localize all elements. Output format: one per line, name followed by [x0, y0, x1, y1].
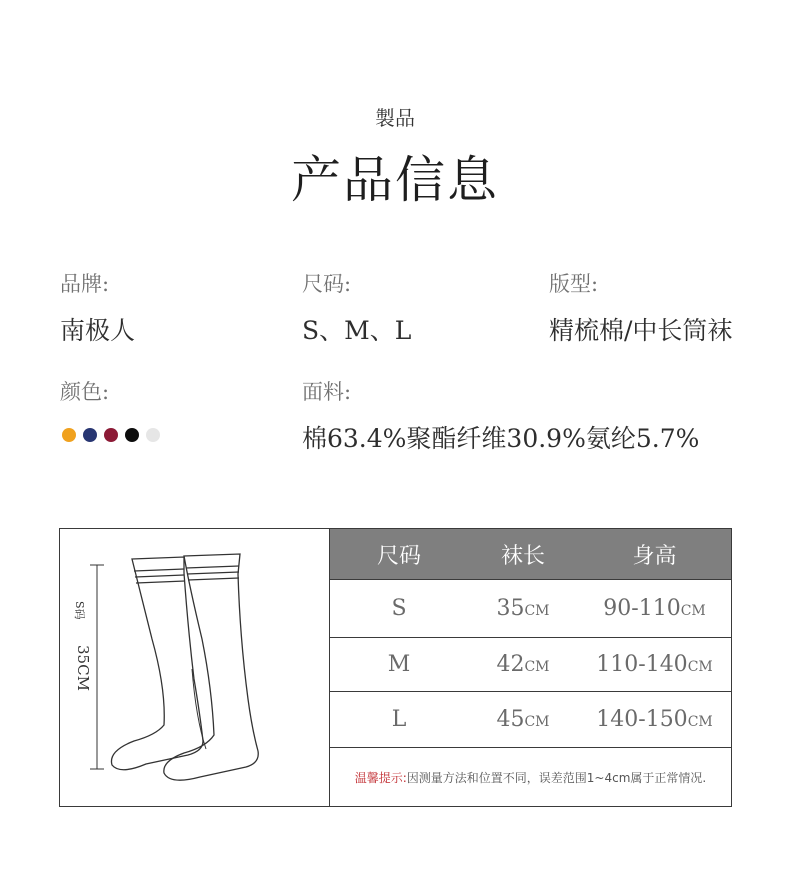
- color-swatch: [125, 428, 139, 442]
- row-size: L: [391, 707, 407, 732]
- color-swatch: [104, 428, 118, 442]
- sock-drawing: [60, 529, 330, 806]
- size-table: [59, 528, 732, 807]
- header-size: 尺码: [376, 543, 421, 569]
- material-label: 面料:: [302, 380, 352, 404]
- length-label: 35CM: [74, 645, 92, 691]
- table-row: [330, 579, 731, 637]
- row-height: 90-110CM: [603, 596, 706, 621]
- row-height: 110-140CM: [596, 652, 713, 677]
- color-swatch: [83, 428, 97, 442]
- size-grid: [330, 529, 731, 806]
- style-label: 版型:: [549, 272, 599, 296]
- row-size: S: [391, 596, 407, 621]
- row-size: M: [387, 652, 411, 677]
- color-swatches: [62, 428, 160, 442]
- table-row: [330, 691, 731, 747]
- row-length: 45CM: [496, 707, 550, 732]
- color-label: 颜色:: [60, 380, 110, 404]
- material-value: 棉63.4%聚酯纤维30.9%氨纶5.7%: [302, 424, 700, 453]
- table-header: [330, 529, 731, 579]
- color-swatch: [62, 428, 76, 442]
- page-title: 产品信息: [291, 151, 499, 209]
- row-height: 140-150CM: [596, 707, 713, 732]
- row-length: 35CM: [496, 596, 550, 621]
- brand-value: 南极人: [60, 316, 136, 345]
- size-tag-label: S码: [73, 601, 86, 620]
- sock-illustration: [60, 529, 330, 806]
- header-height: 身高: [632, 543, 677, 569]
- brand-label: 品牌:: [60, 272, 110, 296]
- table-row: [330, 637, 731, 691]
- note-text: 因测量方法和位置不同，误差范围1~4cm属于正常情况.: [406, 770, 707, 785]
- measurement-note: [330, 747, 731, 806]
- size-label: 尺码:: [302, 272, 352, 296]
- row-length: 42CM: [496, 652, 550, 677]
- subtitle: 製品: [375, 106, 415, 130]
- color-swatch: [146, 428, 160, 442]
- size-value: S、M、L: [302, 316, 412, 345]
- style-value: 精梳棉/中长筒袜: [549, 316, 733, 345]
- note-warning: 温馨提示:: [354, 770, 407, 785]
- header-length: 袜长: [500, 543, 545, 569]
